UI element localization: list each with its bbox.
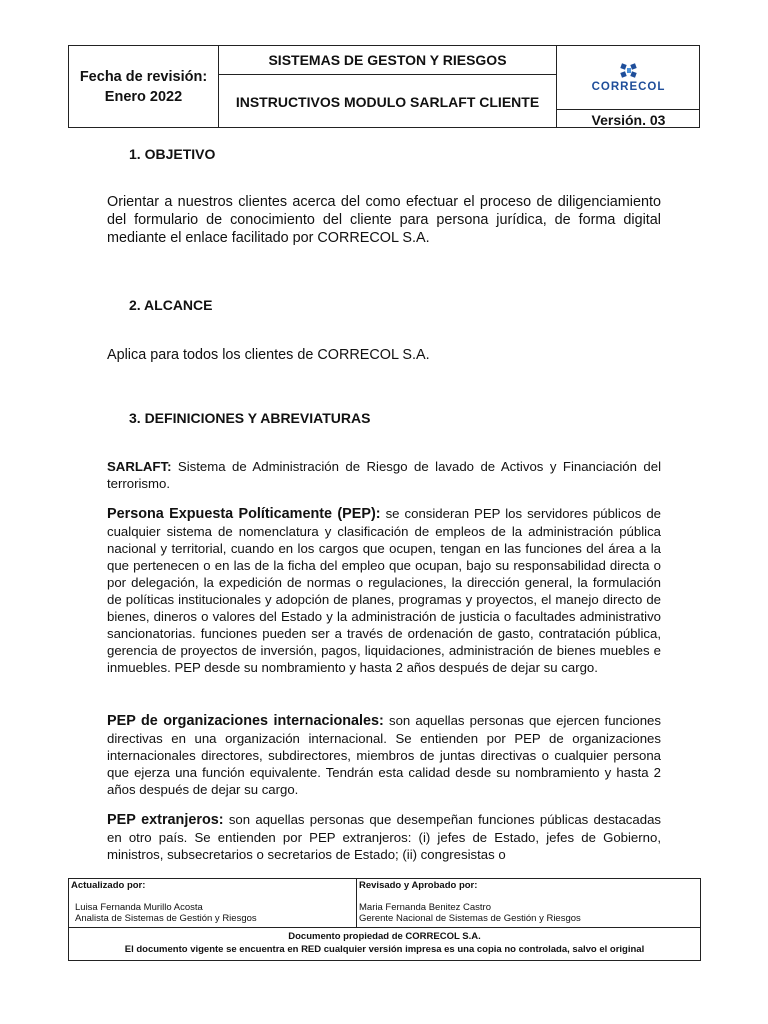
definition-term: PEP de organizaciones internacionales:	[107, 713, 384, 729]
reviewed-by-role: Gerente Nacional de Sistemas de Gestión y Riesgos	[359, 913, 581, 924]
definition-term: SARLAFT:	[107, 459, 172, 474]
correcol-logo-icon	[620, 63, 638, 79]
section-2-text: Aplica para todos los clientes de CORRECOL S.A.	[107, 347, 430, 363]
definition-text: se consideran PEP los servidores públicos de cualquier sistema de nomenclatura y clasificación de empleos de la administración pública nacional y territorial, cuando en los cargos que ocupen, tengan en las funciones del área a la que pertenecen o en las de la ficha del empleo que ocupan, bajo su responsabilidad directa o por delegación, la expedición de normas o regulaciones, la dirección general, la formulación de políticas institucionales y adopción de planes, programas y proyectos, el manejo directo de bienes, dineros o valores del Estado y la administración de justicia o facultades administrativo sancionatorias. funciones pueden ser a través de ordenación de gasto, contratación pública, gerencia de proyectos de inversión, pagos, liquidaciones, administración de bienes muebles e inmuebles. PEP desde su nombramiento y hasta 2 años después de dejar su cargo.	[107, 506, 661, 675]
definition-term: PEP extranjeros:	[107, 812, 224, 828]
version-label: Versión. 03	[591, 111, 666, 128]
document-header-table	[68, 45, 700, 128]
document-title: INSTRUCTIVOS MODULO SARLAFT CLIENTE	[235, 93, 540, 110]
revision-date-value: Enero 2022	[104, 89, 183, 105]
logo-text: CORRECOL	[591, 80, 666, 93]
ownership-notice: Documento propiedad de CORRECOL S.A.	[288, 931, 481, 942]
updated-by-label: Actualizado por:	[71, 880, 146, 891]
system-title: SISTEMAS DE GESTON Y RIESGOS	[268, 52, 507, 68]
definition-sarlaft	[107, 458, 661, 492]
definition-pep-international	[107, 712, 661, 798]
definition-text: son aquellas personas que desempeñan funciones públicas destacadas en otro país. Se entienden por PEP extranjeros: (i) jefes de Estado, jefes de Gobierno, ministros, subsecretarios o secretarios de Estado; (ii) congresistas o	[107, 812, 661, 862]
definition-pep-foreign	[107, 811, 661, 865]
section-1-heading: 1. OBJETIVO	[129, 146, 216, 162]
definition-pep	[107, 505, 661, 676]
document-footer-table	[68, 878, 701, 961]
definition-term: Persona Expuesta Políticamente (PEP):	[107, 506, 381, 522]
definition-text: Sistema de Administración de Riesgo de lavado de Activos y Financiación del terrorismo.	[107, 459, 661, 491]
correcol-logo	[557, 46, 700, 109]
reviewed-by-name: Maria Fernanda Benitez Castro	[359, 902, 492, 913]
section-2-heading: 2. ALCANCE	[129, 297, 213, 313]
reviewed-by-label: Revisado y Aprobado por:	[359, 880, 478, 891]
definition-text: son aquellas personas que ejercen funciones directivas en una organización internacional. Se entienden por PEP de organizaciones internacionales directores, subdirectores, miembros de juntas directivas o cualquier persona que ejerza una función equivalente. Tendrán esta calidad desde su nombramiento y hasta 2 años después de dejar su cargo.	[107, 713, 661, 797]
updated-by-role: Analista de Sistemas de Gestión y Riesgos	[75, 913, 257, 924]
section-3-heading: 3. DEFINICIONES Y ABREVIATURAS	[129, 410, 371, 426]
revision-date-label: Fecha de revisión:	[79, 69, 208, 85]
controlled-copy-notice: El documento vigente se encuentra en RED cualquier versión impresa es una copia no controlada, salvo el original	[124, 944, 645, 955]
updated-by-name: Luisa Fernanda Murillo Acosta	[75, 902, 203, 913]
section-1-text: Orientar a nuestros clientes acerca del como efectuar el proceso de diligenciamiento del formulario de conocimiento del cliente para persona jurídica, de forma digital mediante el enlace facilitado por CORRECOL S.A.	[107, 194, 661, 247]
revision-date-cell	[69, 46, 218, 128]
